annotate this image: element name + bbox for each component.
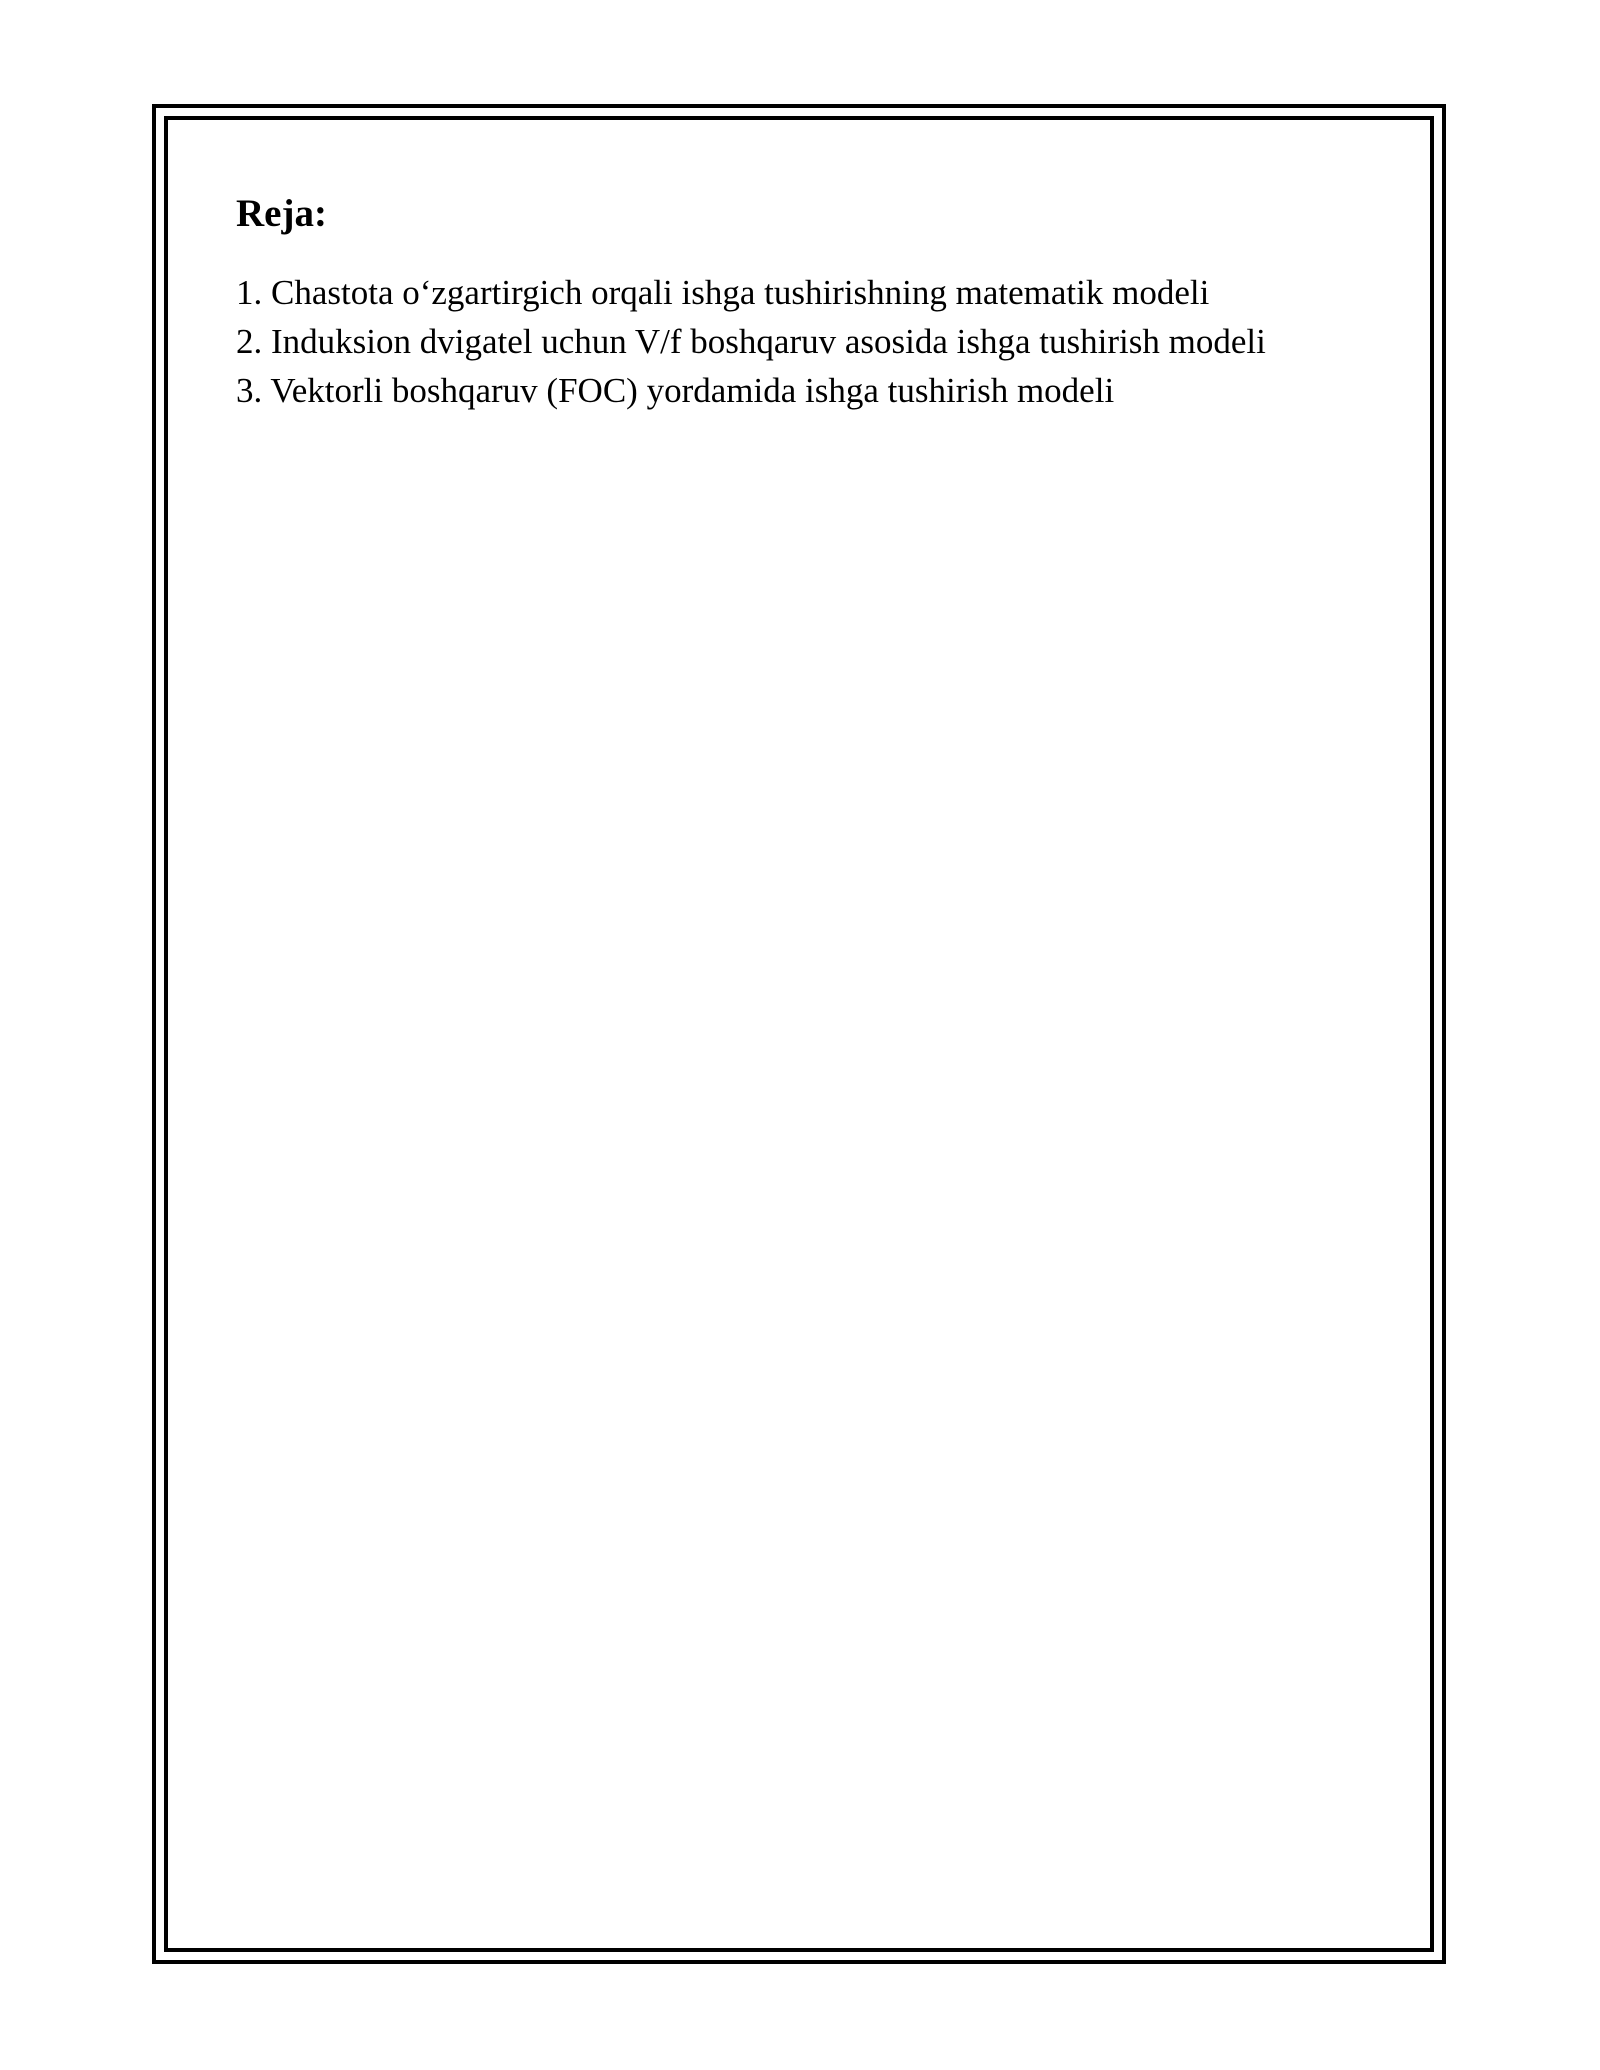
- page-title: Reja:: [236, 192, 327, 235]
- list-item: 2. Induksion dvigatel uchun V/f boshqaruv asosida ishga tushirish modeli: [236, 322, 1266, 361]
- document-content: [236, 186, 1386, 415]
- list-item: 3. Vektorli boshqaruv (FOC) yordamida ishga tushirish modeli: [236, 371, 1115, 410]
- plan-list: [236, 268, 1386, 415]
- list-item: 1. Chastota o‘zgartirgich orqali ishga tushirishning matematik modeli: [236, 273, 1210, 312]
